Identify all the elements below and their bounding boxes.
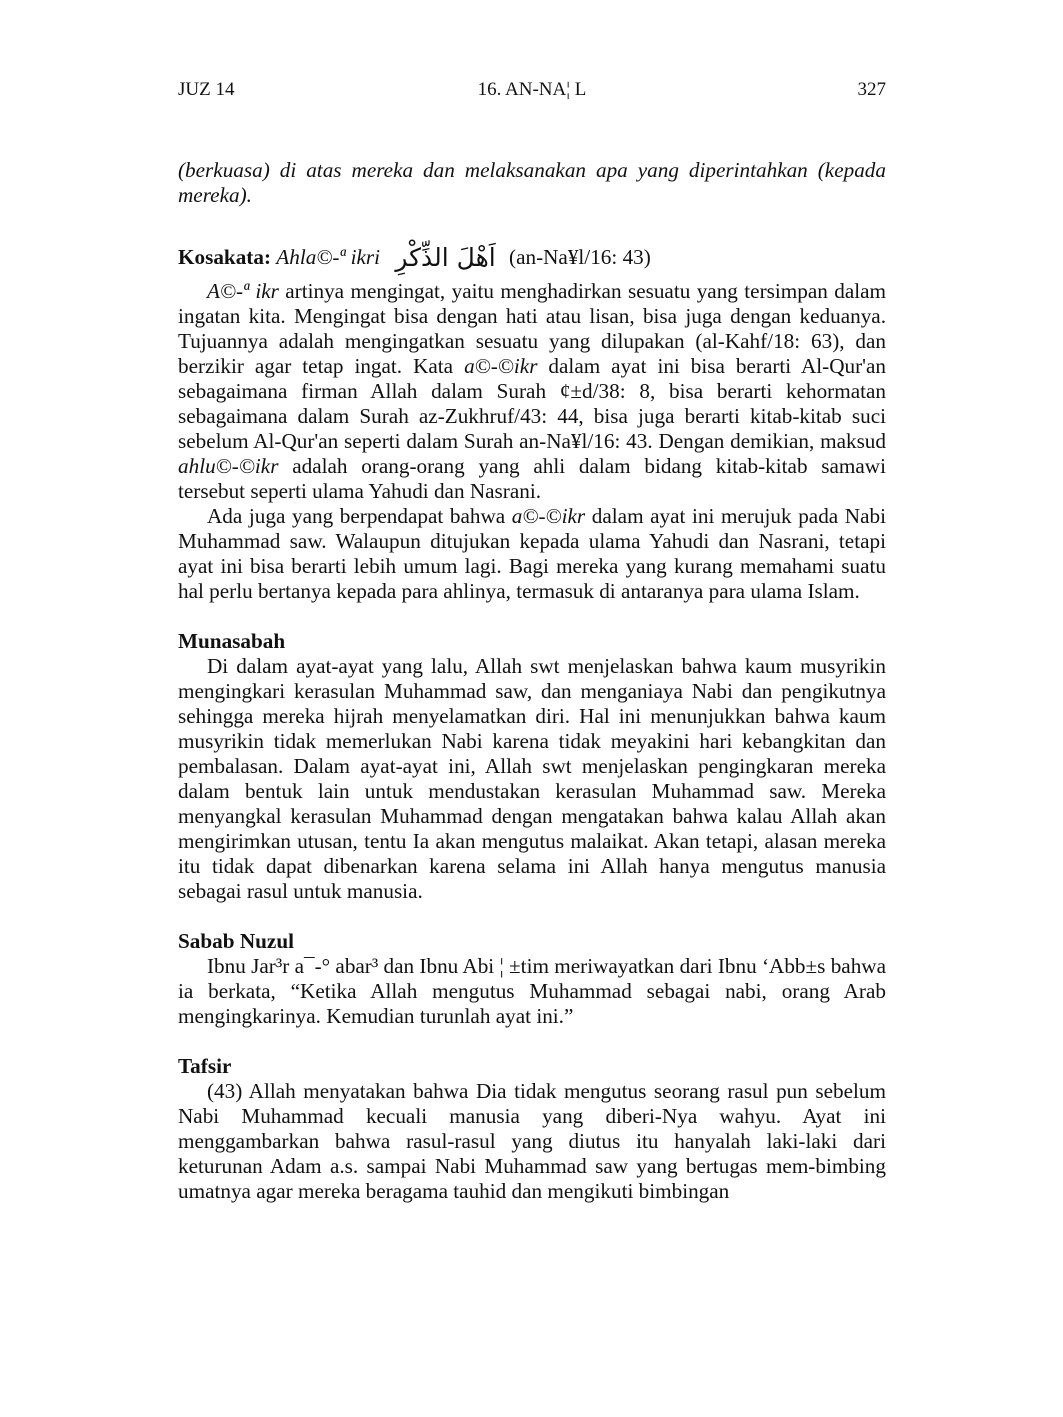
surah-title: 16. AN-NA¦ L (477, 79, 587, 100)
vocabulary-term: Ahla©-ª ikri (276, 245, 381, 269)
munasabah-text: Di dalam ayat-ayat yang lalu, Allah swt menjelaskan bahwa kaum musyrikin mengingkari kerasulan Muhammad saw, dan menganiaya Nabi dan pengikutnya sehingga mereka hijrah menyelamatkan diri. Hal ini menunjukkan bahwa kaum musyrikin tidak memerlukan Nabi karena tidak meyakini hari kebangkitan dan pembalasan. Dalam ayat-ayat ini, Allah swt menjelaskan pengingkaran mereka dalam bentuk lain untuk mendustakan kerasulan Muhammad saw. Mereka menyangkal kerasulan Muhammad dengan mengatakan bahwa kalau Allah akan mengirimkan utusan, tentu Ia akan mengutus malaikat. Akan tetapi, alasan mereka itu tidak dapat dibenarkan karena selama ini Allah hanya mengutus manusia sebagai rasul untuk manusia. (178, 654, 886, 903)
sabab-nuzul-heading: Sabab Nuzul (178, 929, 294, 953)
arabic-term: اَهْلَ الذِّكْرِ (395, 243, 496, 272)
term-ahlu-dzikr: ahlu©-©ikr (178, 454, 279, 478)
term-adz-dzikr: a©-©ikr (464, 354, 538, 378)
vocabulary-label: Kosakata: (178, 245, 271, 269)
munasabah-section (178, 629, 886, 904)
tafsir-heading: Tafsir (178, 1054, 232, 1078)
vocabulary-reference: (an-Na¥l/16: 43) (509, 245, 651, 269)
book-page (178, 78, 886, 1204)
sabab-nuzul-section (178, 929, 886, 1029)
tafsir-text: (43) Allah menyatakan bahwa Dia tidak mengutus seorang rasul pun sebelum Nabi Muhammad kecuali manusia yang diberi-Nya wahyu. Ayat ini menggambarkan bahwa rasul-rasul yang diutus itu hanyalah laki-laki dari keturunan Adam a.s. sampai Nabi Muhammad saw yang bertugas mem-bimbing umatnya agar mereka beragama tauhid dan mengikuti bimbingan (178, 1079, 886, 1203)
vocabulary-heading (178, 237, 886, 277)
translation-continuation: (berkuasa) di atas mereka dan melaksanakan apa yang diperintahkan (kepada mereka). (178, 158, 886, 207)
page-body (178, 158, 886, 1204)
running-header (178, 78, 886, 102)
term-dzikr: A©-ª ikr (207, 279, 279, 303)
explanation-paragraph-2: Ada juga yang berpendapat bahwa a©-©ikr dalam ayat ini merujuk pada Nabi Muhammad saw. Walaupun ditujukan kepada ulama Yahudi dan Nasrani, tetapi ayat ini bisa berarti lebih umum lagi. Bagi mereka yang kurang memahami suatu hal perlu bertanya kepada para ahlinya, termasuk di antaranya para ulama Islam. (178, 504, 886, 603)
tafsir-section (178, 1054, 886, 1204)
explanation-paragraph-1: A©-ª ikr artinya mengingat, yaitu menghadirkan sesuatu yang tersimpan dalam ingatan kita. Mengingat bisa dengan hati atau lisan, bisa juga dengan keduanya. Tujuannya adalah mengingatkan sesuatu yang dilupakan (al-Kahf/18: 63), dan berzikir agar tetap ingat. Kata a©-©ikr dalam ayat ini bisa berarti Al-Qur'an sebagaimana firman Allah dalam Surah ¢±d/38: 8, bisa berarti kehormatan sebagaimana dalam Surah az-Zukhruf/43: 44, bisa juga berarti kitab-kitab suci sebelum Al-Qur'an seperti dalam Surah an-Na¥l/16: 43. Dengan demikian, maksud ahlu©-©ikr adalah orang-orang yang ahli dalam bidang kitab-kitab samawi tersebut seperti ulama Yahudi dan Nasrani. (178, 279, 886, 503)
term-adz-dzikr-2: a©-©ikr (511, 504, 586, 528)
page-number: 327 (857, 79, 886, 100)
sabab-nuzul-text: Ibnu Jar³r a¯-° abar³ dan Ibnu Abi ¦ ±tim meriwayatkan dari Ibnu ‘Abb±s bahwa ia berkata, “Ketika Allah mengutus Muhammad sebagai nabi, orang Arab mengingkarinya. Kemudian turunlah ayat ini.” (178, 954, 886, 1028)
munasabah-heading: Munasabah (178, 629, 286, 653)
juz-label: JUZ 14 (178, 79, 235, 100)
vocabulary-explanation (178, 279, 886, 604)
